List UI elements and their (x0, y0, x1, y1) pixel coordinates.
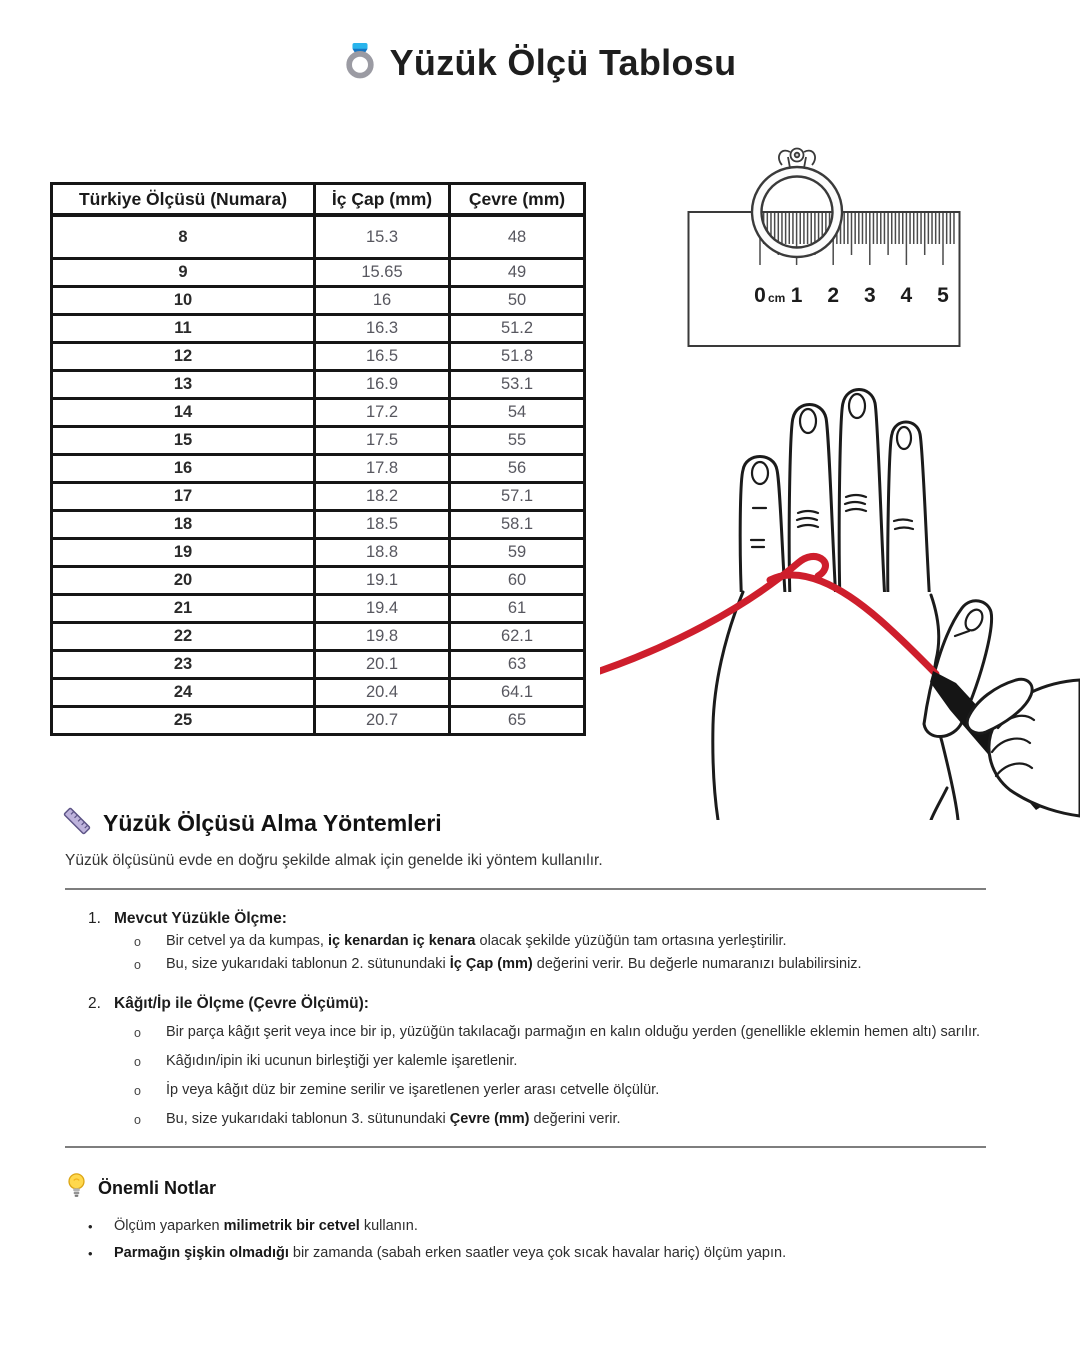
table-row (52, 215, 585, 259)
table-cell: 25 (52, 707, 315, 735)
table-row (52, 623, 585, 651)
table-cell: 57.1 (450, 483, 585, 511)
table-cell: 13 (52, 371, 315, 399)
ring-gem (779, 149, 815, 169)
ruler-icon (62, 806, 92, 841)
table-cell: 61 (450, 595, 585, 623)
bullet-text: Bu, size yukarıdaki tablonun 2. sütunundaki İç Çap (mm) değerini verir. Bu değerle numaranızı bulabilirsiniz. (166, 956, 862, 972)
table-cell: 59 (450, 539, 585, 567)
table-cell: 49 (450, 259, 585, 287)
table-cell: 16 (52, 455, 315, 483)
table-cell: 50 (450, 287, 585, 315)
methods-list (88, 910, 1038, 1140)
methods-heading (62, 806, 442, 841)
table-cell: 55 (450, 427, 585, 455)
table-cell: 23 (52, 651, 315, 679)
table-cell: 21 (52, 595, 315, 623)
method-title: 1. Mevcut Yüzükle Ölçme: (88, 910, 287, 927)
table-cell: 63 (450, 651, 585, 679)
bullet-marker: o (134, 935, 141, 949)
size-table-body (52, 215, 585, 735)
bullet-text: Bir parça kâğıt şerit veya ince bir ip, yüzüğün takılacağı parmağın en kalın olduğu yerden (genellikle eklemin hemen altı) sarılır. (166, 1024, 981, 1040)
table-row (52, 651, 585, 679)
table-cell: 65 (450, 707, 585, 735)
table-cell: 20.1 (315, 651, 450, 679)
table-cell: 18 (52, 511, 315, 539)
table-cell: 22 (52, 623, 315, 651)
table-cell: 24 (52, 679, 315, 707)
header-inner-diameter: İç Çap (mm) (315, 184, 450, 216)
bullet-marker: o (134, 1113, 141, 1127)
method-item (88, 995, 1038, 1129)
table-cell: 20.4 (315, 679, 450, 707)
notes-list (88, 1218, 1038, 1272)
svg-text:0: 0 (754, 284, 766, 307)
table-row (52, 399, 585, 427)
svg-text:5: 5 (937, 284, 949, 307)
table-cell: 51.2 (450, 315, 585, 343)
table-cell: 17.8 (315, 455, 450, 483)
table-cell: 16 (315, 287, 450, 315)
list-number: 1. (88, 910, 101, 927)
method-bullet (134, 933, 1038, 951)
page-title (0, 40, 1080, 85)
ring-icon (344, 40, 376, 85)
bullet-marker: • (88, 1219, 93, 1234)
table-cell: 17.5 (315, 427, 450, 455)
table-cell: 16.5 (315, 343, 450, 371)
table-cell: 20 (52, 567, 315, 595)
table-cell: 15 (52, 427, 315, 455)
table-cell: 12 (52, 343, 315, 371)
notes-heading-text: Önemli Notlar (98, 1178, 217, 1198)
svg-text:1: 1 (790, 284, 803, 307)
bullet-marker: o (134, 1055, 141, 1069)
table-cell: 19 (52, 539, 315, 567)
divider (65, 888, 986, 890)
bullet-text: Kâğıdın/ipin iki ucunun birleştiği yer kalemle işaretlenir. (166, 1053, 518, 1069)
bullet-text: Parmağın şişkin olmadığı bir zamanda (sabah erken saatler veya çok sıcak havalar hariç) ölçüm yapın. (114, 1245, 787, 1261)
svg-text:3: 3 (863, 284, 876, 307)
notes-heading (66, 1172, 216, 1205)
bullet-marker: o (134, 1026, 141, 1040)
header-size-number: Türkiye Ölçüsü (Numara) (52, 184, 315, 216)
svg-text:2: 2 (827, 284, 840, 307)
methods-heading-text: Yüzük Ölçüsü Alma Yöntemleri (103, 810, 442, 836)
table-cell: 58.1 (450, 511, 585, 539)
method-title: 2. Kâğıt/İp ile Ölçme (Çevre Ölçümü): (88, 995, 369, 1012)
page-title-text: Yüzük Ölçü Tablosu (389, 41, 737, 83)
table-cell: 54 (450, 399, 585, 427)
svg-text:cm: cm (768, 291, 786, 305)
table-cell: 64.1 (450, 679, 585, 707)
table-cell: 16.3 (315, 315, 450, 343)
svg-text:4: 4 (900, 284, 913, 307)
method-bullet (134, 1111, 1038, 1129)
note-bullet (88, 1218, 1038, 1235)
list-number: 2. (88, 995, 101, 1012)
table-row (52, 371, 585, 399)
bullet-text: Ölçüm yaparken milimetrik bir cetvel kullanın. (114, 1218, 418, 1234)
table-row (52, 511, 585, 539)
table-cell: 56 (450, 455, 585, 483)
table-cell: 18.2 (315, 483, 450, 511)
table-row (52, 315, 585, 343)
table-cell: 17 (52, 483, 315, 511)
table-cell: 48 (450, 215, 585, 259)
method-item (88, 910, 1038, 974)
table-row (52, 707, 585, 735)
method-bullet (134, 956, 1038, 974)
table-cell: 15.3 (315, 215, 450, 259)
ring-size-table (50, 182, 586, 736)
table-row (52, 259, 585, 287)
table-cell: 17.2 (315, 399, 450, 427)
table-row (52, 679, 585, 707)
bullet-marker: • (88, 1246, 93, 1261)
bullet-text: Bir cetvel ya da kumpas, iç kenardan iç kenara olacak şekilde yüzüğün tam ortasına yerleştirilir. (166, 933, 787, 949)
divider (65, 1146, 986, 1148)
table-row (52, 595, 585, 623)
method-bullet (134, 1082, 1038, 1100)
table-cell: 8 (52, 215, 315, 259)
table-cell: 19.1 (315, 567, 450, 595)
table-cell: 20.7 (315, 707, 450, 735)
bullet-text: İp veya kâğıt düz bir zemine serilir ve işaretlenen yerler arası cetvelle ölçülür. (166, 1082, 660, 1098)
table-row (52, 287, 585, 315)
table-cell: 18.8 (315, 539, 450, 567)
note-bullet (88, 1245, 1038, 1262)
bullet-marker: o (134, 1084, 141, 1098)
table-row (52, 567, 585, 595)
lightbulb-icon (66, 1172, 87, 1205)
table-row (52, 539, 585, 567)
method-bullet (134, 1053, 1038, 1071)
table-cell: 14 (52, 399, 315, 427)
intro-text: Yüzük ölçüsünü evde en doğru şekilde almak için genelde iki yöntem kullanılır. (65, 852, 603, 869)
table-header-row (52, 184, 585, 216)
table-row (52, 427, 585, 455)
table-cell: 53.1 (450, 371, 585, 399)
table-cell: 51.8 (450, 343, 585, 371)
table-cell: 9 (52, 259, 315, 287)
table-cell: 15.65 (315, 259, 450, 287)
table-row (52, 343, 585, 371)
table-row (52, 483, 585, 511)
table-cell: 19.4 (315, 595, 450, 623)
table-cell: 60 (450, 567, 585, 595)
table-cell: 10 (52, 287, 315, 315)
table-cell: 18.5 (315, 511, 450, 539)
bullet-text: Bu, size yukarıdaki tablonun 3. sütunundaki Çevre (mm) değerini verir. (166, 1111, 621, 1127)
hand-illustration (600, 380, 1080, 820)
header-circumference: Çevre (mm) (450, 184, 585, 216)
method-bullet (134, 1024, 1038, 1042)
table-cell: 16.9 (315, 371, 450, 399)
table-cell: 19.8 (315, 623, 450, 651)
table-row (52, 455, 585, 483)
bullet-marker: o (134, 958, 141, 972)
table-cell: 62.1 (450, 623, 585, 651)
ruler-illustration (670, 140, 970, 355)
table-cell: 11 (52, 315, 315, 343)
